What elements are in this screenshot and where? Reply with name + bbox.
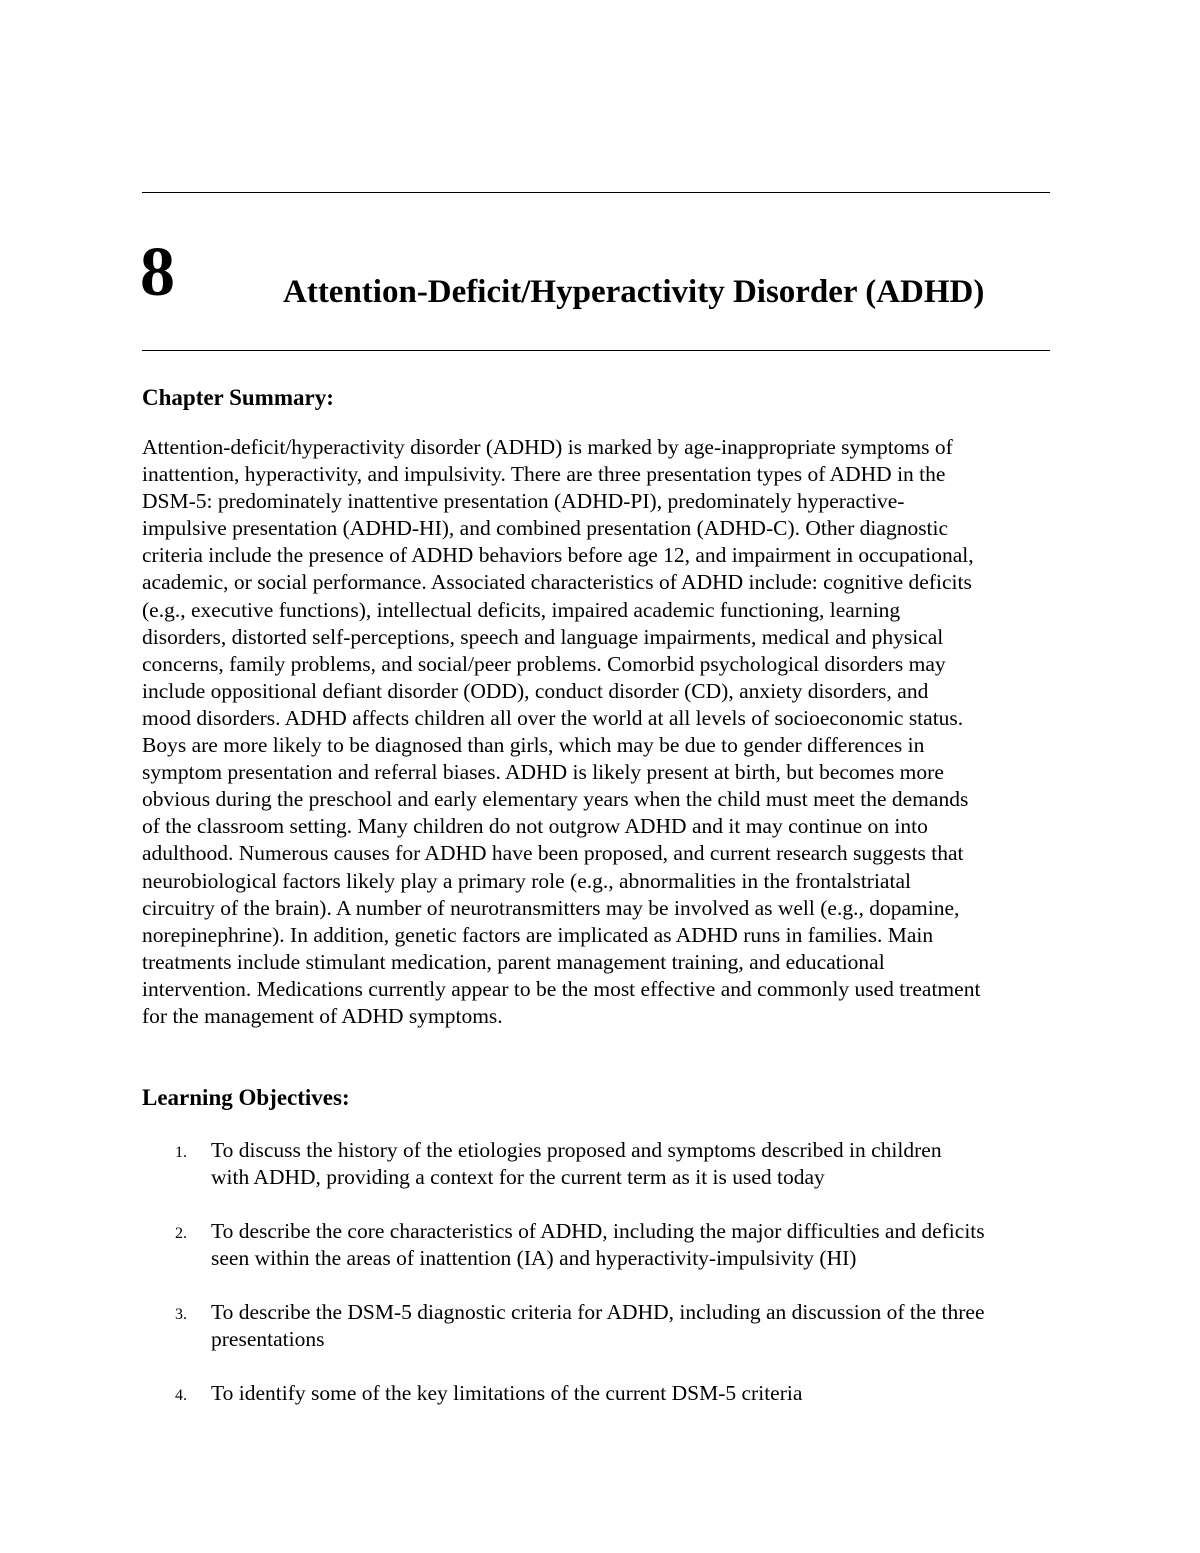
chapter-summary-paragraph xyxy=(142,434,1062,1030)
summary-line: Boys are more likely to be diagnosed than girls, which may be due to gender differences in xyxy=(142,733,925,758)
objective-item xyxy=(142,1218,1072,1272)
summary-line: include oppositional defiant disorder (ODD), conduct disorder (CD), anxiety disorders, and xyxy=(142,678,929,703)
summary-line: DSM-5: predominately inattentive presentation (ADHD-PI), predominately hyperactive- xyxy=(142,489,905,514)
objective-line: To discuss the history of the etiologies proposed and symptoms described in children xyxy=(211,1138,942,1162)
summary-line: inattention, hyperactivity, and impulsivity. There are three presentation types of ADHD in the xyxy=(142,462,946,487)
chapter-summary-heading: Chapter Summary: xyxy=(142,385,334,410)
learning-objectives-heading: Learning Objectives: xyxy=(142,1085,350,1110)
objective-number: 4. xyxy=(175,1387,187,1404)
objective-number: 1. xyxy=(175,1144,187,1161)
summary-line: neurobiological factors likely play a primary role (e.g., abnormalities in the frontalstriatal xyxy=(142,868,911,893)
objective-line: presentations xyxy=(211,1327,325,1351)
summary-line: treatments include stimulant medication, parent management training, and educational xyxy=(142,949,885,974)
objective-item xyxy=(142,1299,1072,1353)
summary-line: intervention. Medications currently appear to be the most effective and commonly used treatment xyxy=(142,976,981,1001)
summary-line: impulsive presentation (ADHD-HI), and combined presentation (ADHD-C). Other diagnostic xyxy=(142,516,949,541)
objective-line: To describe the core characteristics of ADHD, including the major difficulties and deficits xyxy=(211,1219,985,1243)
learning-objectives-list xyxy=(142,1137,1072,1434)
summary-line: norepinephrine). In addition, genetic factors are implicated as ADHD runs in families. Main xyxy=(142,922,934,947)
objective-line: with ADHD, providing a context for the current term as it is used today xyxy=(211,1165,825,1189)
summary-line: disorders, distorted self-perceptions, speech and language impairments, medical and physical xyxy=(142,624,944,649)
objective-number: 3. xyxy=(175,1306,187,1323)
objective-line: seen within the areas of inattention (IA) and hyperactivity-impulsivity (HI) xyxy=(211,1246,857,1270)
summary-line: for the management of ADHD symptoms. xyxy=(142,1003,503,1028)
summary-line: academic, or social performance. Associated characteristics of ADHD include: cognitive deficits xyxy=(142,570,972,595)
summary-line: adulthood. Numerous causes for ADHD have been proposed, and current research suggests that xyxy=(142,841,964,866)
objective-line: To identify some of the key limitations of the current DSM-5 criteria xyxy=(211,1381,803,1405)
chapter-title: Attention-Deficit/Hyperactivity Disorder (ADHD) xyxy=(283,274,985,310)
summary-line: (e.g., executive functions), intellectual deficits, impaired academic functioning, learning xyxy=(142,597,901,622)
objective-item xyxy=(142,1137,1072,1191)
objective-number: 2. xyxy=(175,1225,187,1242)
summary-line: circuitry of the brain). A number of neurotransmitters may be involved as well (e.g., dopamine, xyxy=(142,895,960,920)
objective-item xyxy=(142,1380,1072,1407)
summary-line: mood disorders. ADHD affects children all over the world at all levels of socioeconomic status. xyxy=(142,705,964,730)
bottom-rule xyxy=(142,350,1050,351)
chapter-number: 8 xyxy=(140,234,175,311)
summary-line: Attention-deficit/hyperactivity disorder (ADHD) is marked by age-inappropriate symptoms of xyxy=(142,435,953,459)
top-rule xyxy=(142,192,1050,193)
summary-line: symptom presentation and referral biases. ADHD is likely present at birth, but becomes more xyxy=(142,760,944,785)
summary-line: criteria include the presence of ADHD behaviors before age 12, and impairment in occupational, xyxy=(142,543,974,568)
summary-line: concerns, family problems, and social/peer problems. Comorbid psychological disorders may xyxy=(142,651,946,676)
objective-line: To describe the DSM-5 diagnostic criteria for ADHD, including an discussion of the three xyxy=(211,1300,985,1324)
summary-line: of the classroom setting. Many children do not outgrow ADHD and it may continue on into xyxy=(142,814,928,839)
summary-line: obvious during the preschool and early elementary years when the child must meet the demands xyxy=(142,787,969,812)
